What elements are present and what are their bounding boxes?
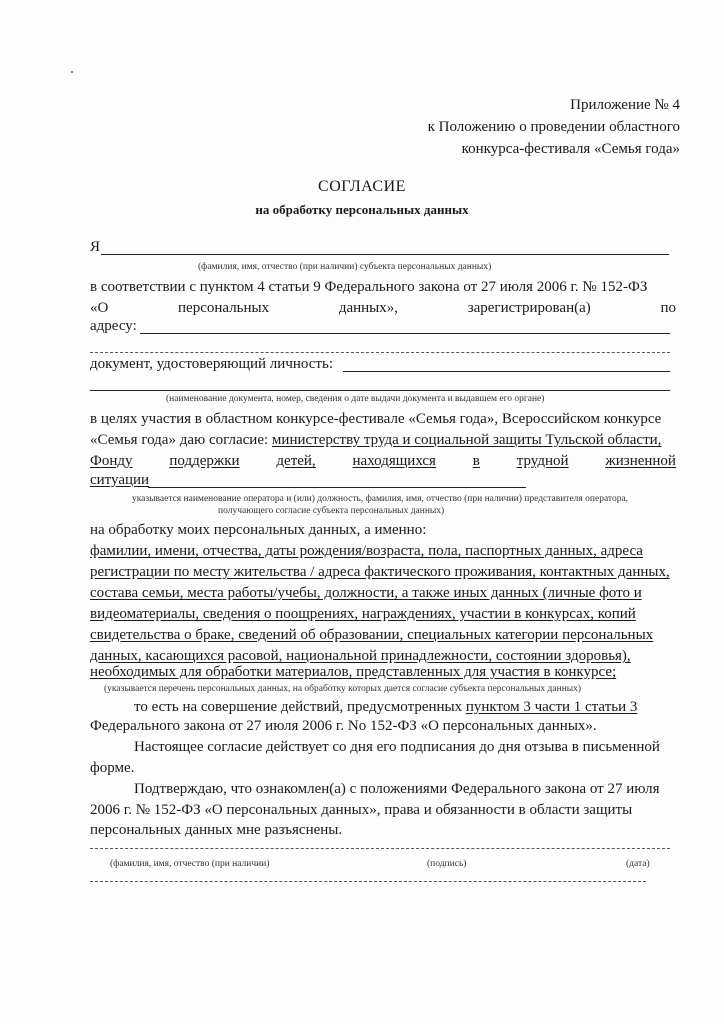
confirm-line-1: Подтверждаю, что ознакомлен(а) с положениями Федерального закона от 27 июля	[134, 781, 660, 797]
document-field-line[interactable]	[343, 371, 670, 372]
word: данных»,	[338, 300, 398, 316]
data-line-5: свидетельства о браке, сведений об образовании, специальных категории персональных	[90, 627, 654, 643]
signature-bottom-line	[90, 881, 646, 882]
operator-field-line[interactable]	[148, 487, 526, 488]
purpose-text: «Семья года» даю согласие:	[90, 432, 272, 448]
word: в	[472, 453, 480, 469]
operator-name: министерству труда и социальной защиты Тульской области,	[271, 432, 662, 448]
validity-line-1: Настоящее согласие действует со дня его подписания до дня отзыва в письменной	[134, 739, 660, 755]
signature-field-line[interactable]	[90, 848, 670, 849]
signature-name-caption: (фамилия, имя, отчество (при наличии)	[110, 859, 270, 869]
word: находящихся	[352, 453, 436, 469]
address-field-line-2[interactable]	[90, 352, 670, 353]
data-line-6: данных, касающихся расовой, национальной принадлежности, состоянии здоровья),	[90, 648, 631, 664]
operator-caption-2: получающего согласие субъекта персональных данных)	[218, 506, 445, 516]
operator-caption-1: указывается наименование оператора и (или) должность, фамилия, имя, отчество (при наличии) представителя оператора,	[131, 494, 629, 504]
data-line-4: видеоматериалы, сведения о поощрениях, награждениях, участии в конкурсах, копий	[90, 606, 636, 622]
name-caption: (фамилия, имя, отчество (при наличии) субъекта персональных данных)	[198, 262, 492, 272]
word: зарегистрирован(а)	[467, 300, 591, 316]
confirm-line-3: персональных данных мне разъяснены.	[90, 822, 343, 838]
actions-line-2: Федерального закона от 27 июля 2006 г. No 152-ФЗ «О персональных данных».	[90, 718, 597, 734]
purpose-line-3	[90, 453, 676, 470]
data-line-2: регистрации по месту жительства / адреса фактического проживания, контактных данных,	[90, 564, 670, 580]
law-reference-line: в соответствии с пунктом 4 статьи 9 Федерального закона от 27 июля 2006 г. № 152-ФЗ	[90, 279, 648, 295]
word: по	[660, 300, 676, 316]
purpose-line-1: в целях участия в областном конкурсе-фестивале «Семья года», Всероссийском конкурсе	[90, 411, 662, 427]
document-field-line-2[interactable]	[90, 390, 670, 391]
data-caption: (указывается перечень персональных данных, на обработку которых дается согласие субъекта персональных данных)	[104, 684, 582, 694]
word: персональных	[178, 300, 270, 316]
purpose-line-4: ситуации	[90, 472, 150, 488]
address-field-line[interactable]	[140, 333, 670, 334]
word: жизненной	[605, 453, 676, 469]
word: детей,	[276, 453, 316, 469]
document-caption: (наименование документа, номер, сведения о дате выдачи документа и выдавшем его органе)	[166, 394, 545, 404]
registered-line	[90, 300, 676, 317]
word: Фонду	[90, 453, 133, 469]
word: «О	[90, 300, 109, 316]
document-label: документ, удостоверяющий личность:	[90, 356, 333, 372]
name-prefix: Я	[90, 239, 101, 255]
actions-text: то есть на совершение действий, предусмотренных	[134, 699, 466, 715]
confirm-line-2: 2006 г. № 152-ФЗ «О персональных данных», права и обязанности в области защиты	[90, 802, 633, 818]
appendix-reference: к Положению о проведении областного	[427, 119, 680, 135]
data-line-3: состава семьи, места работы/учебы, должности, а также иных данных (личные фото и	[90, 585, 642, 601]
validity-line-2: форме.	[90, 760, 135, 776]
name-field-line[interactable]	[101, 254, 669, 255]
purpose-line-2	[90, 432, 661, 449]
signature-date-caption: (дата)	[626, 859, 650, 869]
scan-speck	[71, 71, 73, 73]
law-clause: пунктом 3 части 1 статьи 3	[465, 699, 638, 715]
data-line-1: фамилии, имени, отчества, даты рождения/возраста, пола, паспортных данных, адреса	[90, 543, 643, 559]
page-subtitle: на обработку персональных данных	[255, 202, 469, 217]
appendix-contest: конкурса-фестиваля «Семья года»	[461, 141, 680, 157]
word: поддержки	[169, 453, 240, 469]
appendix-number: Приложение № 4	[570, 97, 680, 113]
data-line-7: необходимых для обработки материалов, представленных для участия в конкурсе;	[90, 664, 617, 680]
actions-line-1	[134, 699, 637, 716]
signature-sign-caption: (подпись)	[427, 859, 467, 869]
address-label: адресу:	[90, 318, 137, 334]
word: трудной	[516, 453, 569, 469]
page-title: СОГЛАСИЕ	[318, 178, 406, 195]
data-intro: на обработку моих персональных данных, а именно:	[90, 522, 427, 538]
